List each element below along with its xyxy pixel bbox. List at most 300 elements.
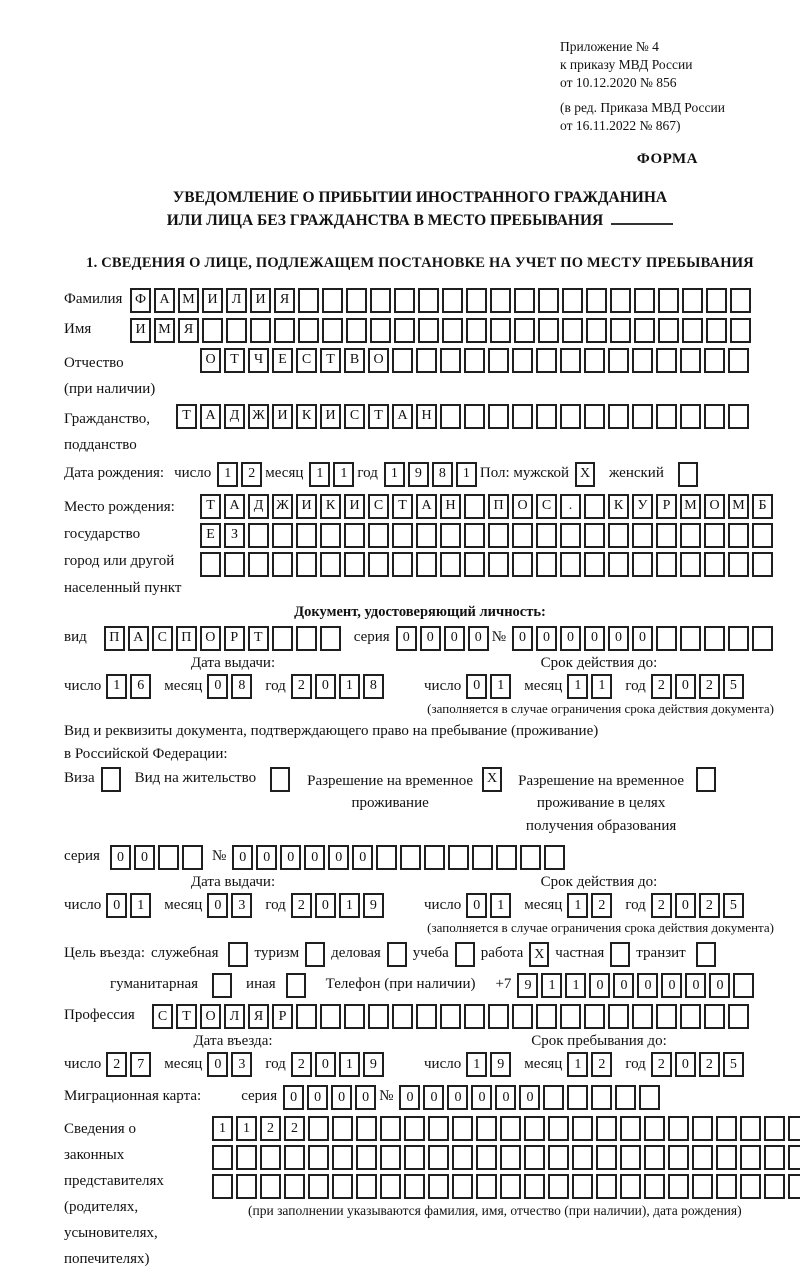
form-cell[interactable]	[442, 318, 463, 343]
form-cell[interactable]: 9	[363, 893, 384, 918]
form-cell[interactable]	[656, 552, 677, 577]
form-cell[interactable]	[524, 1116, 545, 1141]
form-cell[interactable]	[644, 1116, 665, 1141]
form-cell[interactable]	[764, 1145, 785, 1170]
form-cell[interactable]	[788, 1145, 800, 1170]
form-cell[interactable]: 0	[423, 1085, 444, 1110]
form-cell[interactable]	[200, 552, 221, 577]
form-cell[interactable]: Н	[440, 494, 461, 519]
form-cell[interactable]: 0	[315, 1052, 336, 1077]
form-cell[interactable]: 9	[517, 973, 538, 998]
form-cell[interactable]: И	[344, 494, 365, 519]
form-cell[interactable]: 0	[352, 845, 373, 870]
form-cell[interactable]: 1	[567, 893, 588, 918]
form-cell[interactable]	[656, 404, 677, 429]
form-cell[interactable]	[560, 348, 581, 373]
form-cell[interactable]	[464, 494, 485, 519]
form-cell[interactable]: 0	[444, 626, 465, 651]
form-cell[interactable]	[788, 1116, 800, 1141]
form-cell[interactable]	[248, 552, 269, 577]
form-cell[interactable]: А	[392, 404, 413, 429]
form-cell[interactable]	[692, 1174, 713, 1199]
form-cell[interactable]	[500, 1116, 521, 1141]
form-cell[interactable]	[572, 1145, 593, 1170]
form-cell[interactable]: П	[488, 494, 509, 519]
form-cell[interactable]: 2	[291, 674, 312, 699]
form-cell[interactable]	[464, 552, 485, 577]
form-cell[interactable]: С	[536, 494, 557, 519]
form-cell[interactable]	[464, 348, 485, 373]
form-cell[interactable]	[596, 1174, 617, 1199]
form-cell[interactable]: И	[320, 404, 341, 429]
form-cell[interactable]: 0	[613, 973, 634, 998]
form-cell[interactable]	[764, 1116, 785, 1141]
form-cell[interactable]: 8	[363, 674, 384, 699]
form-cell[interactable]	[524, 1174, 545, 1199]
form-cell[interactable]	[632, 404, 653, 429]
form-cell[interactable]	[440, 523, 461, 548]
form-cell[interactable]	[448, 845, 469, 870]
form-cell[interactable]	[368, 523, 389, 548]
form-cell[interactable]	[586, 318, 607, 343]
form-cell[interactable]	[728, 1004, 749, 1029]
form-cell[interactable]	[567, 1085, 588, 1110]
form-cell[interactable]	[668, 1116, 689, 1141]
form-cell[interactable]	[298, 318, 319, 343]
form-cell[interactable]	[680, 523, 701, 548]
form-cell[interactable]	[488, 1004, 509, 1029]
form-cell[interactable]: 0	[355, 1085, 376, 1110]
form-cell[interactable]	[632, 348, 653, 373]
form-cell[interactable]: 1	[490, 893, 511, 918]
form-cell[interactable]: А	[154, 288, 175, 313]
form-cell[interactable]	[320, 552, 341, 577]
form-cell[interactable]: А	[416, 494, 437, 519]
form-cell[interactable]	[250, 318, 271, 343]
form-cell[interactable]	[514, 288, 535, 313]
form-cell[interactable]	[392, 552, 413, 577]
form-cell[interactable]	[380, 1174, 401, 1199]
form-cell[interactable]: 0	[709, 973, 730, 998]
form-cell[interactable]	[428, 1116, 449, 1141]
form-cell[interactable]	[740, 1116, 761, 1141]
form-cell[interactable]	[620, 1174, 641, 1199]
form-cell[interactable]	[394, 318, 415, 343]
form-cell[interactable]	[226, 318, 247, 343]
form-cell[interactable]	[620, 1116, 641, 1141]
form-cell[interactable]: З	[224, 523, 245, 548]
form-cell[interactable]: 8	[231, 674, 252, 699]
form-cell[interactable]: Ч	[248, 348, 269, 373]
form-cell[interactable]: И	[130, 318, 151, 343]
form-cell[interactable]	[496, 845, 517, 870]
form-cell[interactable]: 1	[106, 674, 127, 699]
form-cell[interactable]	[356, 1174, 377, 1199]
form-cell[interactable]: 0	[512, 626, 533, 651]
form-cell[interactable]: Ж	[272, 494, 293, 519]
form-cell[interactable]	[730, 318, 751, 343]
form-cell[interactable]	[224, 552, 245, 577]
purpose-work-checkbox[interactable]: X	[529, 942, 549, 967]
form-cell[interactable]	[428, 1174, 449, 1199]
purpose-business-checkbox[interactable]	[228, 942, 248, 967]
form-cell[interactable]: Н	[416, 404, 437, 429]
form-cell[interactable]	[680, 552, 701, 577]
form-cell[interactable]	[560, 552, 581, 577]
form-cell[interactable]	[608, 523, 629, 548]
form-cell[interactable]	[368, 1004, 389, 1029]
form-cell[interactable]	[682, 318, 703, 343]
form-cell[interactable]	[332, 1145, 353, 1170]
form-cell[interactable]	[584, 552, 605, 577]
form-cell[interactable]	[428, 1145, 449, 1170]
form-cell[interactable]: 0	[304, 845, 325, 870]
form-cell[interactable]: 0	[315, 674, 336, 699]
form-cell[interactable]	[740, 1174, 761, 1199]
form-cell[interactable]: А	[128, 626, 149, 651]
form-cell[interactable]	[512, 348, 533, 373]
form-cell[interactable]: Т	[200, 494, 221, 519]
form-cell[interactable]	[308, 1116, 329, 1141]
form-cell[interactable]	[752, 552, 773, 577]
form-cell[interactable]	[440, 552, 461, 577]
form-cell[interactable]	[656, 626, 677, 651]
form-cell[interactable]: С	[296, 348, 317, 373]
form-cell[interactable]	[464, 523, 485, 548]
form-cell[interactable]: О	[368, 348, 389, 373]
form-cell[interactable]	[212, 1174, 233, 1199]
form-cell[interactable]	[380, 1116, 401, 1141]
form-cell[interactable]	[615, 1085, 636, 1110]
form-cell[interactable]	[158, 845, 179, 870]
form-cell[interactable]	[490, 288, 511, 313]
form-cell[interactable]: 0	[328, 845, 349, 870]
form-cell[interactable]	[332, 1116, 353, 1141]
form-cell[interactable]: О	[200, 348, 221, 373]
form-cell[interactable]	[488, 523, 509, 548]
form-cell[interactable]	[488, 348, 509, 373]
form-cell[interactable]	[370, 318, 391, 343]
form-cell[interactable]: А	[224, 494, 245, 519]
form-cell[interactable]: 3	[231, 1052, 252, 1077]
form-cell[interactable]	[260, 1174, 281, 1199]
form-cell[interactable]: 9	[490, 1052, 511, 1077]
form-cell[interactable]: 0	[256, 845, 277, 870]
form-cell[interactable]: Ф	[130, 288, 151, 313]
form-cell[interactable]	[706, 318, 727, 343]
form-cell[interactable]	[368, 552, 389, 577]
form-cell[interactable]	[464, 404, 485, 429]
form-cell[interactable]: 0	[232, 845, 253, 870]
form-cell[interactable]: 0	[685, 973, 706, 998]
form-cell[interactable]	[320, 1004, 341, 1029]
form-cell[interactable]: Т	[248, 626, 269, 651]
form-cell[interactable]	[608, 404, 629, 429]
form-cell[interactable]	[706, 288, 727, 313]
form-cell[interactable]	[466, 318, 487, 343]
form-cell[interactable]	[440, 404, 461, 429]
form-cell[interactable]	[608, 348, 629, 373]
form-cell[interactable]	[608, 552, 629, 577]
form-cell[interactable]	[442, 288, 463, 313]
form-cell[interactable]	[476, 1174, 497, 1199]
form-cell[interactable]: 0	[396, 626, 417, 651]
form-cell[interactable]	[692, 1145, 713, 1170]
form-cell[interactable]: 0	[307, 1085, 328, 1110]
form-cell[interactable]	[704, 348, 725, 373]
form-cell[interactable]: Т	[320, 348, 341, 373]
form-cell[interactable]	[272, 552, 293, 577]
form-cell[interactable]	[634, 288, 655, 313]
form-cell[interactable]	[440, 1004, 461, 1029]
form-cell[interactable]: 2	[291, 893, 312, 918]
form-cell[interactable]: 0	[632, 626, 653, 651]
form-cell[interactable]	[728, 523, 749, 548]
form-cell[interactable]: И	[296, 494, 317, 519]
form-cell[interactable]: Ж	[248, 404, 269, 429]
form-cell[interactable]	[704, 404, 725, 429]
form-cell[interactable]: 3	[231, 893, 252, 918]
form-cell[interactable]: Р	[272, 1004, 293, 1029]
form-cell[interactable]	[733, 973, 754, 998]
form-cell[interactable]	[476, 1145, 497, 1170]
form-cell[interactable]	[536, 523, 557, 548]
form-cell[interactable]	[704, 552, 725, 577]
form-cell[interactable]	[416, 523, 437, 548]
form-cell[interactable]	[680, 626, 701, 651]
form-cell[interactable]	[658, 318, 679, 343]
form-cell[interactable]	[639, 1085, 660, 1110]
form-cell[interactable]: О	[200, 1004, 221, 1029]
form-cell[interactable]	[452, 1116, 473, 1141]
form-cell[interactable]	[632, 552, 653, 577]
form-cell[interactable]: Р	[224, 626, 245, 651]
form-cell[interactable]	[202, 318, 223, 343]
form-cell[interactable]	[466, 288, 487, 313]
form-cell[interactable]	[296, 523, 317, 548]
form-cell[interactable]	[584, 404, 605, 429]
form-cell[interactable]: 7	[130, 1052, 151, 1077]
form-cell[interactable]: К	[608, 494, 629, 519]
form-cell[interactable]: Л	[226, 288, 247, 313]
purpose-other-checkbox[interactable]	[286, 973, 306, 998]
form-cell[interactable]	[668, 1174, 689, 1199]
form-cell[interactable]	[418, 318, 439, 343]
form-cell[interactable]	[380, 1145, 401, 1170]
form-cell[interactable]: 8	[432, 462, 453, 487]
form-cell[interactable]: С	[152, 1004, 173, 1029]
form-cell[interactable]: Т	[392, 494, 413, 519]
form-cell[interactable]: 1	[466, 1052, 487, 1077]
form-cell[interactable]	[704, 626, 725, 651]
sex-female-checkbox[interactable]	[678, 462, 698, 487]
form-cell[interactable]	[308, 1174, 329, 1199]
form-cell[interactable]: 1	[567, 1052, 588, 1077]
form-cell[interactable]	[404, 1174, 425, 1199]
form-cell[interactable]	[416, 1004, 437, 1029]
form-cell[interactable]	[272, 523, 293, 548]
form-cell[interactable]	[248, 523, 269, 548]
form-cell[interactable]	[356, 1145, 377, 1170]
form-cell[interactable]	[536, 404, 557, 429]
form-cell[interactable]	[490, 318, 511, 343]
form-cell[interactable]: 0	[420, 626, 441, 651]
form-cell[interactable]	[632, 1004, 653, 1029]
form-cell[interactable]	[322, 288, 343, 313]
form-cell[interactable]: 5	[723, 1052, 744, 1077]
form-cell[interactable]	[656, 523, 677, 548]
form-cell[interactable]: 0	[589, 973, 610, 998]
form-cell[interactable]: 1	[541, 973, 562, 998]
form-cell[interactable]: 0	[447, 1085, 468, 1110]
form-cell[interactable]: М	[154, 318, 175, 343]
form-cell[interactable]	[562, 318, 583, 343]
form-cell[interactable]: 2	[241, 462, 262, 487]
form-cell[interactable]: 1	[212, 1116, 233, 1141]
form-cell[interactable]	[272, 626, 293, 651]
form-cell[interactable]: 0	[608, 626, 629, 651]
form-cell[interactable]: К	[296, 404, 317, 429]
form-cell[interactable]	[392, 348, 413, 373]
form-cell[interactable]: Д	[248, 494, 269, 519]
form-cell[interactable]	[452, 1174, 473, 1199]
form-cell[interactable]	[668, 1145, 689, 1170]
form-cell[interactable]: 0	[675, 1052, 696, 1077]
form-cell[interactable]	[680, 348, 701, 373]
form-cell[interactable]: И	[250, 288, 271, 313]
form-cell[interactable]: 0	[283, 1085, 304, 1110]
form-cell[interactable]	[644, 1174, 665, 1199]
form-cell[interactable]	[560, 523, 581, 548]
form-cell[interactable]	[298, 288, 319, 313]
form-cell[interactable]	[476, 1116, 497, 1141]
purpose-study-checkbox[interactable]	[455, 942, 475, 967]
form-cell[interactable]: 2	[260, 1116, 281, 1141]
form-cell[interactable]: Е	[272, 348, 293, 373]
form-cell[interactable]: Т	[224, 348, 245, 373]
form-cell[interactable]: 2	[291, 1052, 312, 1077]
form-cell[interactable]: 0	[466, 674, 487, 699]
form-cell[interactable]: 1	[567, 674, 588, 699]
form-cell[interactable]	[560, 1004, 581, 1029]
temp-residence-checkbox[interactable]: X	[482, 767, 502, 792]
form-cell[interactable]	[543, 1085, 564, 1110]
form-cell[interactable]: Т	[176, 1004, 197, 1029]
form-cell[interactable]	[752, 523, 773, 548]
form-cell[interactable]	[500, 1145, 521, 1170]
form-cell[interactable]: 0	[466, 893, 487, 918]
form-cell[interactable]	[752, 626, 773, 651]
form-cell[interactable]	[728, 348, 749, 373]
form-cell[interactable]: 5	[723, 893, 744, 918]
form-cell[interactable]	[512, 404, 533, 429]
form-cell[interactable]	[400, 845, 421, 870]
form-cell[interactable]	[236, 1174, 257, 1199]
form-cell[interactable]	[472, 845, 493, 870]
form-cell[interactable]: 0	[134, 845, 155, 870]
form-cell[interactable]: 1	[309, 462, 330, 487]
form-cell[interactable]	[418, 288, 439, 313]
form-cell[interactable]: 1	[217, 462, 238, 487]
form-cell[interactable]	[716, 1174, 737, 1199]
form-cell[interactable]: 0	[661, 973, 682, 998]
form-cell[interactable]: 1	[339, 674, 360, 699]
form-cell[interactable]	[512, 552, 533, 577]
form-cell[interactable]: 0	[280, 845, 301, 870]
form-cell[interactable]	[296, 626, 317, 651]
form-cell[interactable]: М	[178, 288, 199, 313]
form-cell[interactable]: Т	[368, 404, 389, 429]
form-cell[interactable]: 0	[106, 893, 127, 918]
form-cell[interactable]	[488, 404, 509, 429]
form-cell[interactable]	[548, 1145, 569, 1170]
form-cell[interactable]	[212, 1145, 233, 1170]
form-cell[interactable]	[512, 1004, 533, 1029]
form-cell[interactable]: 9	[363, 1052, 384, 1077]
form-cell[interactable]	[730, 288, 751, 313]
form-cell[interactable]: Е	[200, 523, 221, 548]
sex-male-checkbox[interactable]: X	[575, 462, 595, 487]
form-cell[interactable]	[440, 348, 461, 373]
form-cell[interactable]: 0	[207, 674, 228, 699]
form-cell[interactable]	[548, 1116, 569, 1141]
form-cell[interactable]: 0	[675, 893, 696, 918]
form-cell[interactable]	[692, 1116, 713, 1141]
form-cell[interactable]	[464, 1004, 485, 1029]
form-cell[interactable]	[644, 1145, 665, 1170]
form-cell[interactable]: 0	[584, 626, 605, 651]
form-cell[interactable]	[424, 845, 445, 870]
form-cell[interactable]	[376, 845, 397, 870]
form-cell[interactable]: 9	[408, 462, 429, 487]
form-cell[interactable]: С	[152, 626, 173, 651]
form-cell[interactable]: 2	[699, 674, 720, 699]
form-cell[interactable]: 0	[399, 1085, 420, 1110]
form-cell[interactable]	[764, 1174, 785, 1199]
purpose-private-checkbox[interactable]	[610, 942, 630, 967]
form-cell[interactable]	[394, 288, 415, 313]
form-cell[interactable]: 2	[284, 1116, 305, 1141]
form-cell[interactable]: 0	[468, 626, 489, 651]
temp-residence-edu-checkbox[interactable]	[696, 767, 716, 792]
form-cell[interactable]: Я	[178, 318, 199, 343]
form-cell[interactable]: О	[200, 626, 221, 651]
form-cell[interactable]	[548, 1174, 569, 1199]
form-cell[interactable]	[500, 1174, 521, 1199]
visa-checkbox[interactable]	[101, 767, 121, 792]
form-cell[interactable]: А	[200, 404, 221, 429]
form-cell[interactable]	[322, 318, 343, 343]
form-cell[interactable]: 0	[331, 1085, 352, 1110]
form-cell[interactable]	[610, 318, 631, 343]
form-cell[interactable]	[596, 1145, 617, 1170]
form-cell[interactable]	[544, 845, 565, 870]
purpose-humanitarian-checkbox[interactable]	[212, 973, 232, 998]
form-cell[interactable]	[452, 1145, 473, 1170]
form-cell[interactable]: М	[680, 494, 701, 519]
form-cell[interactable]: 1	[333, 462, 354, 487]
form-cell[interactable]: 0	[495, 1085, 516, 1110]
form-cell[interactable]	[584, 348, 605, 373]
form-cell[interactable]	[572, 1174, 593, 1199]
form-cell[interactable]: 1	[130, 893, 151, 918]
form-cell[interactable]	[656, 348, 677, 373]
form-cell[interactable]	[562, 288, 583, 313]
form-cell[interactable]: К	[320, 494, 341, 519]
form-cell[interactable]	[728, 404, 749, 429]
form-cell[interactable]: 0	[471, 1085, 492, 1110]
form-cell[interactable]: 1	[490, 674, 511, 699]
